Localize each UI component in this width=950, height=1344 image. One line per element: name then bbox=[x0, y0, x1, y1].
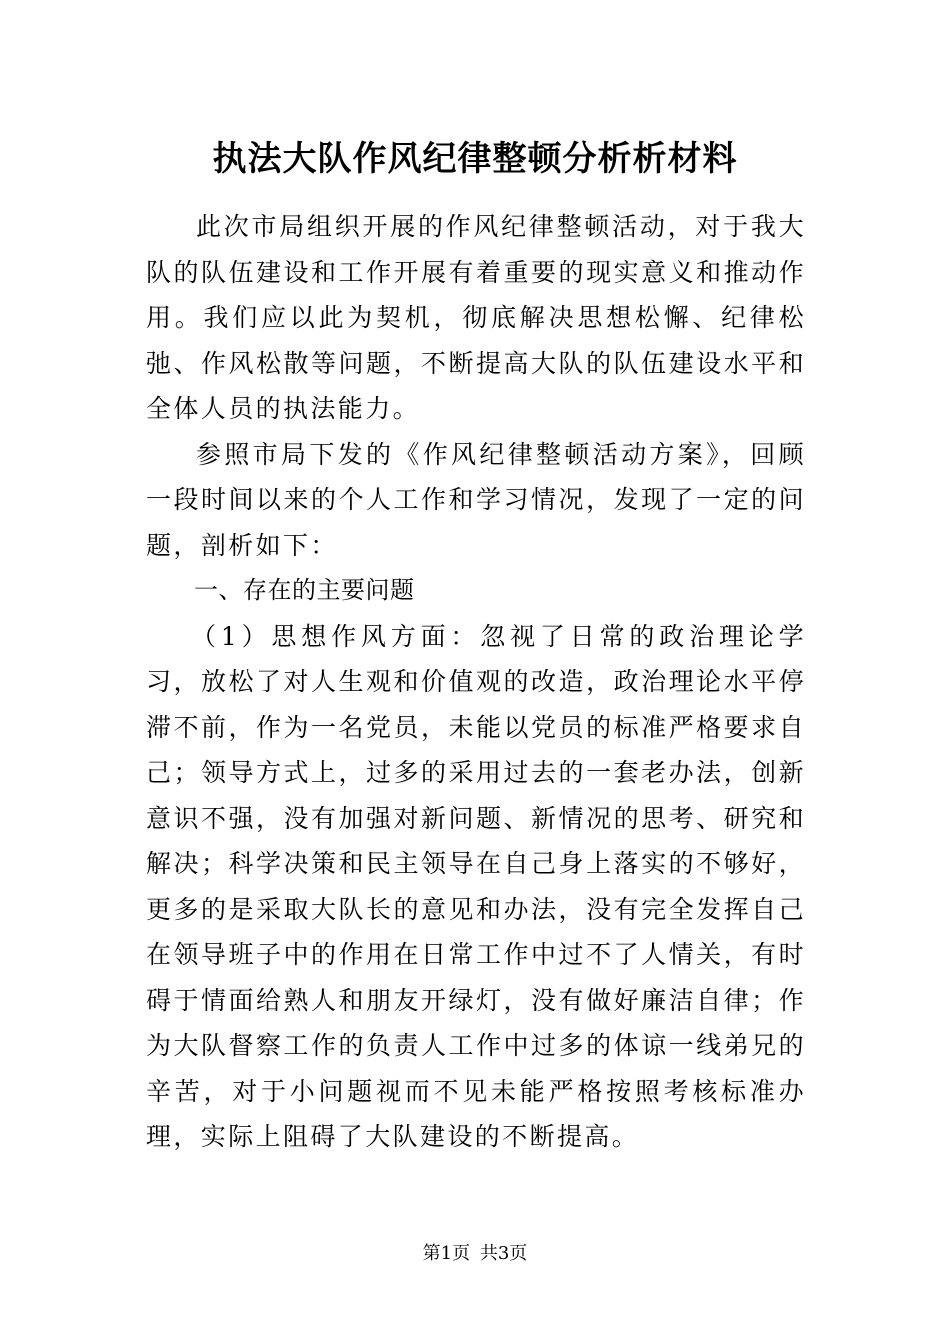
section-heading: 一、存在的主要问题 bbox=[194, 576, 415, 604]
paragraph-reference: 参照市局下发的《作风纪律整顿活动方案》，回顾一段时间以来的个人工作和学习情况，发现了一定的问题，剖析如下： bbox=[146, 439, 806, 560]
paragraph-thought-style: （1）思想作风方面：忽视了日常的政治理论学习，放松了对人生观和价值观的改造，政治理论水平停滞不前，作为一名党员，未能以党员的标准严格要求自己；领导方式上，过多的采用过去的一套老办法，创新意识不强，没有加强对新问题、新情况的思考、研究和解决；科学决策和民主领导在自己身上落实的不够好，更多的是采取大队长的意见和办法，没有完全发挥自己在领导班子中的作用在日常工作中过不了人情关，有时碍于情面给熟人和朋友开绿灯，没有做好廉洁自律；作为大队督察工作的负责人工作中过多的体谅一线弟兄的辛苦，对于小问题视而不见未能严格按照考核标准办理，实际上阻碍了大队建设的不断提高。 bbox=[146, 621, 806, 1151]
page-number-current: 第1页 bbox=[422, 1243, 471, 1264]
document-body bbox=[146, 204, 806, 1160]
page-number-total: 共3页 bbox=[479, 1243, 528, 1264]
page-footer bbox=[0, 1240, 950, 1268]
document-title: 执法大队作风纪律整顿分析析材料 bbox=[212, 139, 738, 179]
paragraph-intro: 此次市局组织开展的作风纪律整顿活动，对于我大队的队伍建设和工作开展有着重要的现实意义和推动作用。我们应以此为契机，彻底解决思想松懈、纪律松弛、作风松散等问题，不断提高大队的队伍建设水平和全体人员的执法能力。 bbox=[146, 212, 806, 423]
